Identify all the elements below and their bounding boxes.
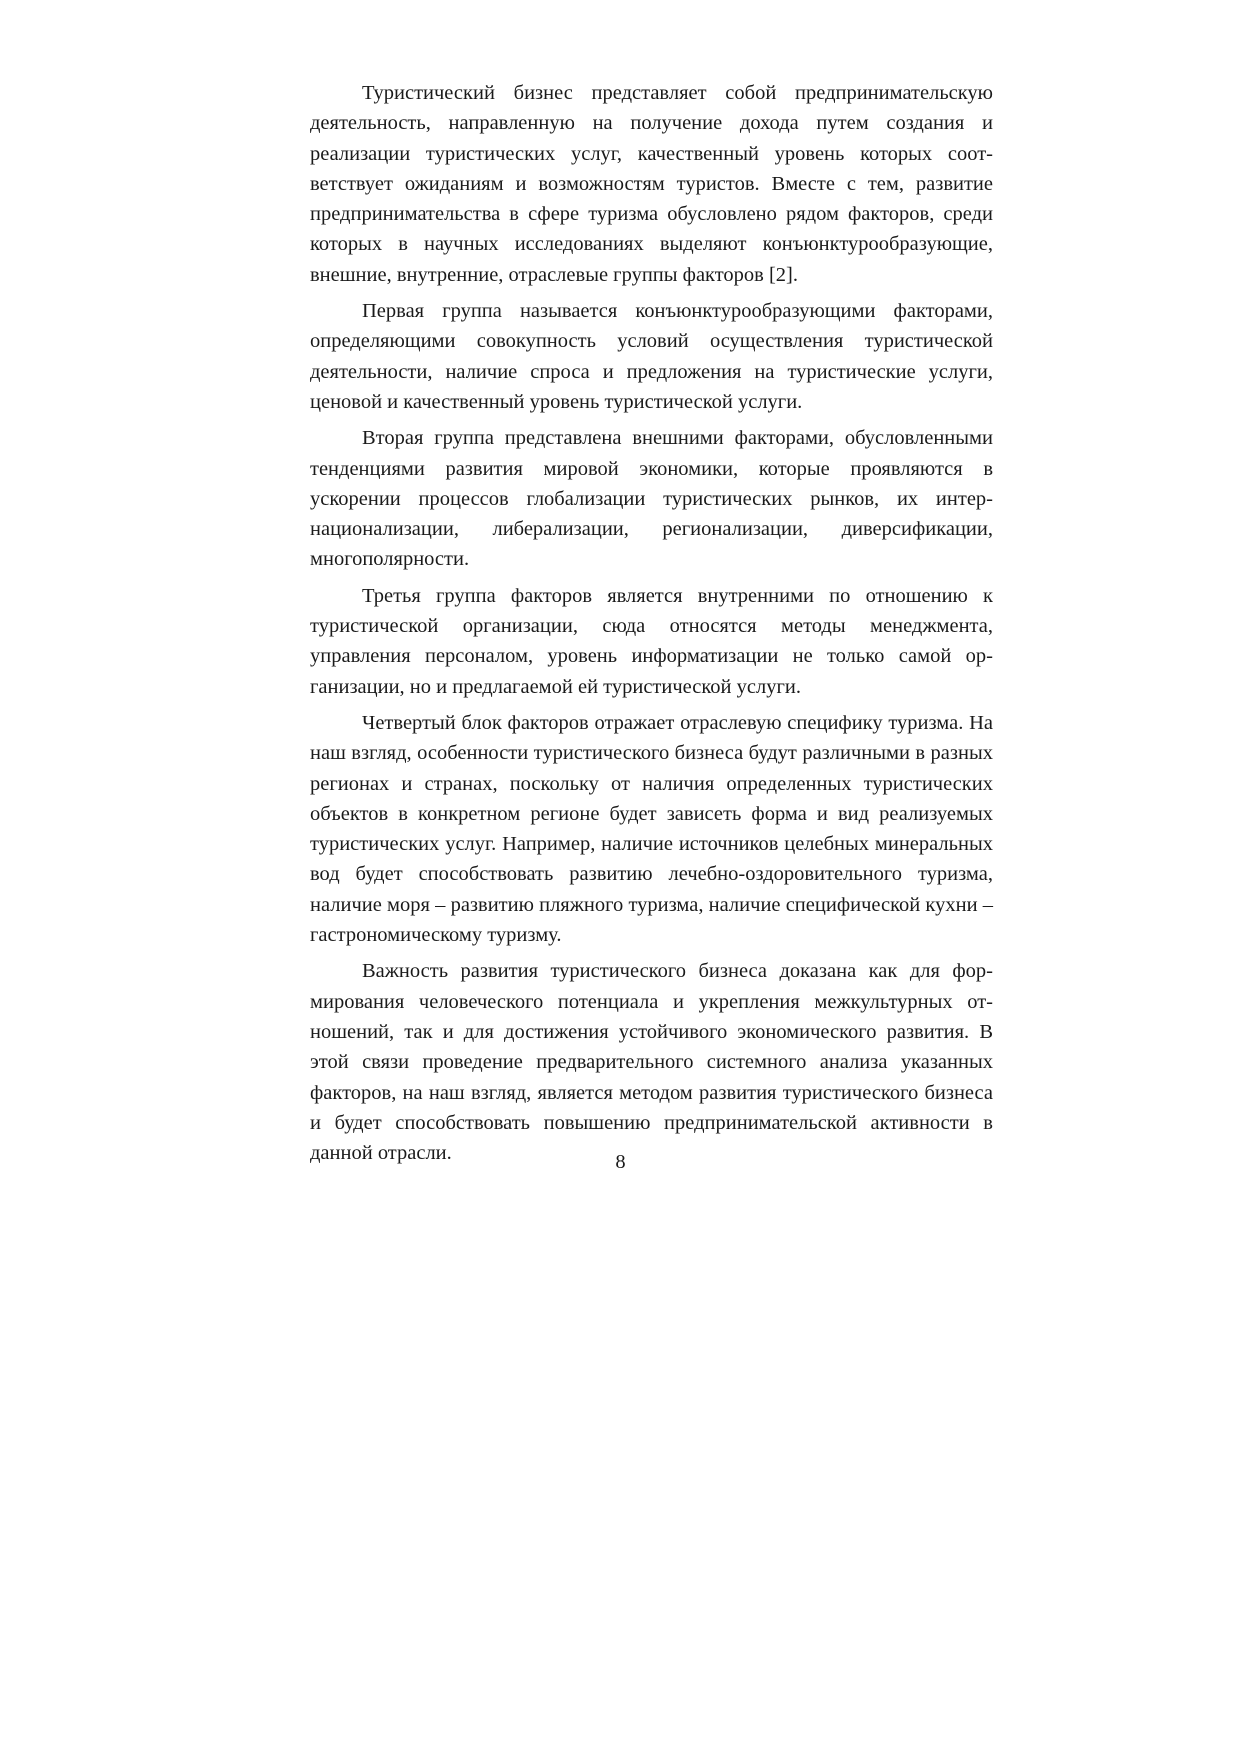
body-text [310, 78, 993, 1174]
paragraph-6: Важность развития туристического бизнеса доказана как для формирования человеческого потенциала и укрепления межкультурных отношений, так и для достижения устойчивого экономического развития. В этой связи проведение предварительного системного анализа указанных факторов, на наш взгляд, является методом развития туристического бизнеса и будет способствовать повышению предпринимательской активности в данной отрасли. [310, 960, 993, 1165]
page-number: 8 [615, 1151, 626, 1173]
paragraph-1: Туристический бизнес представляет собой предпринимательскую деятельность, направленную на получение дохода путем создания и реализации туристических услуг, качественный уровень которых соответствует ожиданиям и возможностям туристов. Вместе с тем, развитие предпринимательства в сфере туризма обусловлено рядом факторов, среди которых в научных исследованиях выделяют конъюнктурообразующие, внешние, внутренние, отраслевые группы факторов [2]. [310, 82, 993, 286]
paragraph-2: Первая группа называется конъюнктурообразующими факторами, определяющими совокупность условий осуществления туристической деятельности, наличие спроса и предложения на туристические услуги, ценовой и качественный уровень туристической услуги. [310, 300, 993, 413]
paragraph-3: Вторая группа представлена внешними факторами, обусловленными тенденциями развития мировой экономики, которые проявляются в ускорении процессов глобализации туристических рынков, их интернационализации, либерализации, регионализации, диверсификации, многополярности. [310, 427, 993, 571]
paragraph-4: Третья группа факторов является внутренними по отношению к туристической организации, сюда относятся методы менеджмента, управления персоналом, уровень информатизации не только самой организации, но и предлагаемой ей туристической услуги. [310, 584, 993, 698]
paragraph-5: Четвертый блок факторов отражает отраслевую специфику туризма. На наш взгляд, особенности туристического бизнеса будут различными в разных регионах и странах, поскольку от наличия определенных туристических объектов в конкретном регионе будет зависеть форма и вид реализуемых туристических услуг. Например, наличие источников целебных минеральных вод будет способствовать развитию лечебно-оздоровительного туризма, наличие моря – развитию пляжного туризма, наличие специфической кухни – гастрономическому туризму. [310, 711, 993, 947]
